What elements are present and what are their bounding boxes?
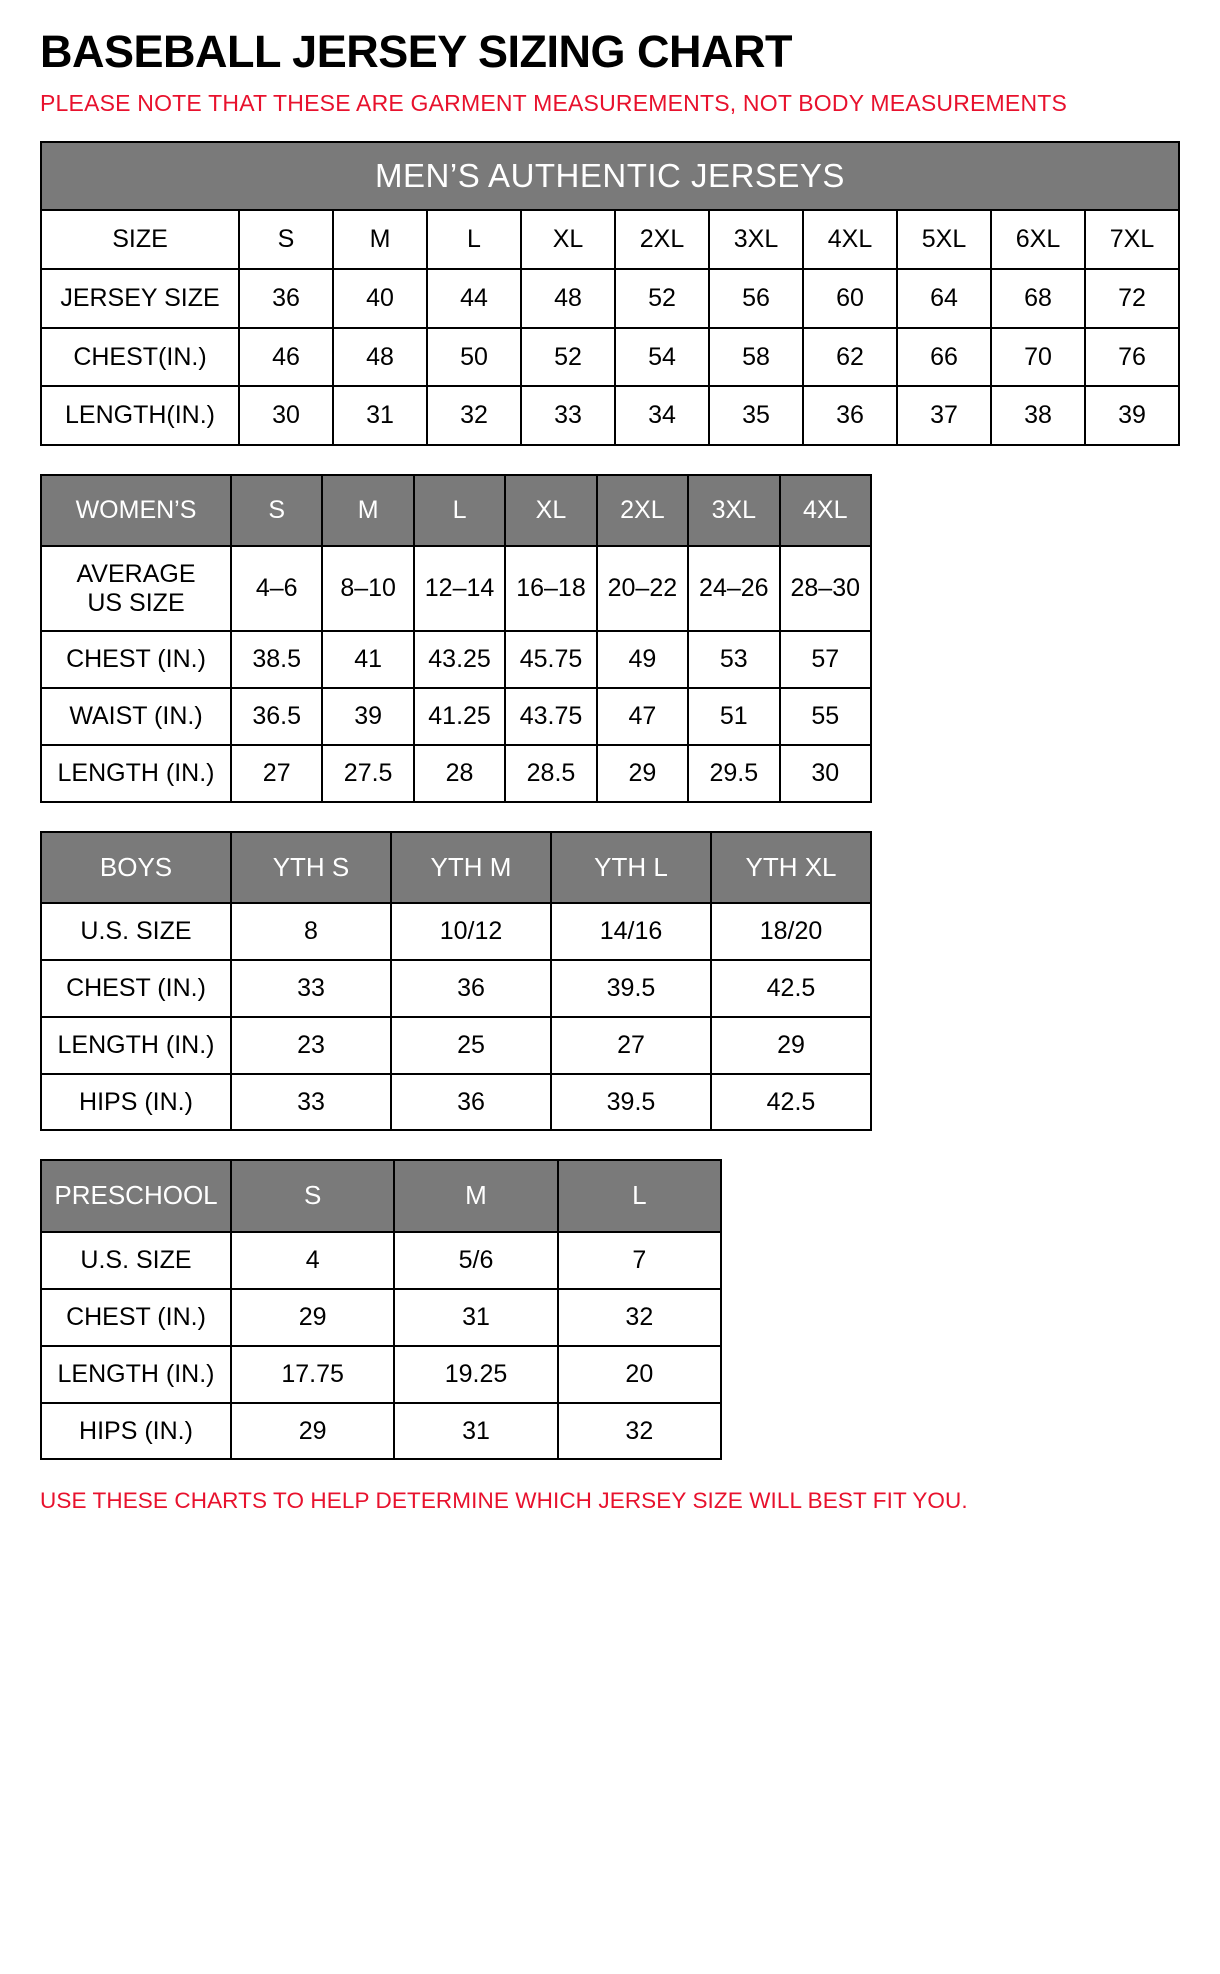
header-cell: L <box>558 1160 721 1232</box>
preschool-sizing-table <box>40 1159 722 1460</box>
boys-sizing-table <box>40 831 872 1132</box>
cell: 54 <box>615 328 709 387</box>
cell: 30 <box>239 386 333 445</box>
cell: 39.5 <box>551 960 711 1017</box>
table-row <box>41 210 1179 269</box>
cell: 3XL <box>709 210 803 269</box>
table-row <box>41 546 871 632</box>
cell: 51 <box>688 688 779 745</box>
cell: 5XL <box>897 210 991 269</box>
cell: 52 <box>615 269 709 328</box>
cell: 7 <box>558 1232 721 1289</box>
cell: 39.5 <box>551 1074 711 1131</box>
cell: 49 <box>597 631 688 688</box>
cell: 72 <box>1085 269 1179 328</box>
cell: 38 <box>991 386 1085 445</box>
cell: 32 <box>558 1403 721 1460</box>
row-label: HIPS (IN.) <box>41 1403 231 1460</box>
cell: S <box>239 210 333 269</box>
header-cell: M <box>394 1160 557 1232</box>
cell: 36 <box>391 960 551 1017</box>
header-cell: 3XL <box>688 475 779 546</box>
cell: L <box>427 210 521 269</box>
cell: 33 <box>231 960 391 1017</box>
cell: 5/6 <box>394 1232 557 1289</box>
cell: 29 <box>597 745 688 802</box>
row-label: LENGTH (IN.) <box>41 1017 231 1074</box>
table-row <box>41 328 1179 387</box>
header-cell: S <box>231 475 322 546</box>
header-cell: XL <box>505 475 596 546</box>
table-row <box>41 1403 721 1460</box>
cell: 20–22 <box>597 546 688 632</box>
cell: 38.5 <box>231 631 322 688</box>
cell: M <box>333 210 427 269</box>
table-row <box>41 1017 871 1074</box>
cell: 25 <box>391 1017 551 1074</box>
table-row <box>41 269 1179 328</box>
cell: 37 <box>897 386 991 445</box>
table-header-row <box>41 1160 721 1232</box>
cell: 56 <box>709 269 803 328</box>
table-header-row <box>41 475 871 546</box>
header-cell: YTH S <box>231 832 391 904</box>
page-title: BASEBALL JERSEY SIZING CHART <box>40 26 792 77</box>
cell: 64 <box>897 269 991 328</box>
row-label: SIZE <box>41 210 239 269</box>
footer-note: USE THESE CHARTS TO HELP DETERMINE WHICH JERSEY SIZE WILL BEST FIT YOU. <box>40 1488 968 1514</box>
cell: 31 <box>394 1289 557 1346</box>
header-cell: L <box>414 475 505 546</box>
cell: 53 <box>688 631 779 688</box>
table-row <box>41 1289 721 1346</box>
cell: 20 <box>558 1346 721 1403</box>
header-label: PRESCHOOL <box>41 1160 231 1232</box>
cell: 18/20 <box>711 903 871 960</box>
cell: 12–14 <box>414 546 505 632</box>
mens-sizing-table <box>40 141 1180 446</box>
cell: 27.5 <box>322 745 413 802</box>
row-label: CHEST (IN.) <box>41 960 231 1017</box>
cell: 31 <box>394 1403 557 1460</box>
cell: 41 <box>322 631 413 688</box>
cell: 57 <box>780 631 871 688</box>
header-cell: S <box>231 1160 394 1232</box>
cell: 46 <box>239 328 333 387</box>
row-label: WAIST (IN.) <box>41 688 231 745</box>
cell: 28 <box>414 745 505 802</box>
womens-sizing-table <box>40 474 872 803</box>
header-cell: YTH M <box>391 832 551 904</box>
header-cell: YTH XL <box>711 832 871 904</box>
cell: 40 <box>333 269 427 328</box>
cell: 4XL <box>803 210 897 269</box>
cell: 66 <box>897 328 991 387</box>
table-row <box>41 631 871 688</box>
cell: 68 <box>991 269 1085 328</box>
header-cell: YTH L <box>551 832 711 904</box>
cell: 28–30 <box>780 546 871 632</box>
cell: 48 <box>333 328 427 387</box>
cell: 23 <box>231 1017 391 1074</box>
table-row <box>41 688 871 745</box>
cell: 33 <box>521 386 615 445</box>
header-cell: 4XL <box>780 475 871 546</box>
header-label: WOMEN’S <box>41 475 231 546</box>
cell: 32 <box>427 386 521 445</box>
cell: 36 <box>391 1074 551 1131</box>
table-row <box>41 386 1179 445</box>
row-label: JERSEY SIZE <box>41 269 239 328</box>
cell: 31 <box>333 386 427 445</box>
row-label: CHEST(IN.) <box>41 328 239 387</box>
cell: 6XL <box>991 210 1085 269</box>
row-label-line2: US SIZE <box>87 588 185 617</box>
row-label-line1: AVERAGE <box>76 559 196 588</box>
cell: 41.25 <box>414 688 505 745</box>
row-label <box>41 546 231 632</box>
cell: 30 <box>780 745 871 802</box>
cell: 17.75 <box>231 1346 394 1403</box>
table-row <box>41 1346 721 1403</box>
cell: 34 <box>615 386 709 445</box>
cell: 2XL <box>615 210 709 269</box>
cell: 48 <box>521 269 615 328</box>
cell: 28.5 <box>505 745 596 802</box>
cell: 35 <box>709 386 803 445</box>
cell: XL <box>521 210 615 269</box>
cell: 27 <box>231 745 322 802</box>
cell: 70 <box>991 328 1085 387</box>
row-label: CHEST (IN.) <box>41 631 231 688</box>
cell: 47 <box>597 688 688 745</box>
cell: 29.5 <box>688 745 779 802</box>
cell: 58 <box>709 328 803 387</box>
table-row <box>41 1074 871 1131</box>
row-label: CHEST (IN.) <box>41 1289 231 1346</box>
cell: 16–18 <box>505 546 596 632</box>
cell: 8–10 <box>322 546 413 632</box>
cell: 52 <box>521 328 615 387</box>
cell: 36 <box>803 386 897 445</box>
row-label: LENGTH (IN.) <box>41 745 231 802</box>
cell: 76 <box>1085 328 1179 387</box>
cell: 4 <box>231 1232 394 1289</box>
header-label: BOYS <box>41 832 231 904</box>
cell: 55 <box>780 688 871 745</box>
header-cell: 2XL <box>597 475 688 546</box>
mens-banner-label: MEN’S AUTHENTIC JERSEYS <box>41 142 1179 210</box>
cell: 33 <box>231 1074 391 1131</box>
cell: 27 <box>551 1017 711 1074</box>
cell: 4–6 <box>231 546 322 632</box>
cell: 39 <box>322 688 413 745</box>
row-label: LENGTH(IN.) <box>41 386 239 445</box>
cell: 60 <box>803 269 897 328</box>
cell: 43.25 <box>414 631 505 688</box>
header-cell: M <box>322 475 413 546</box>
cell: 44 <box>427 269 521 328</box>
cell: 7XL <box>1085 210 1179 269</box>
cell: 32 <box>558 1289 721 1346</box>
table-header-row <box>41 832 871 904</box>
cell: 39 <box>1085 386 1179 445</box>
cell: 10/12 <box>391 903 551 960</box>
cell: 62 <box>803 328 897 387</box>
cell: 42.5 <box>711 960 871 1017</box>
cell: 24–26 <box>688 546 779 632</box>
cell: 29 <box>231 1403 394 1460</box>
cell: 45.75 <box>505 631 596 688</box>
cell: 19.25 <box>394 1346 557 1403</box>
row-label: LENGTH (IN.) <box>41 1346 231 1403</box>
cell: 8 <box>231 903 391 960</box>
page-subtitle: PLEASE NOTE THAT THESE ARE GARMENT MEASUREMENTS, NOT BODY MEASUREMENTS <box>40 90 1068 117</box>
cell: 50 <box>427 328 521 387</box>
table-row <box>41 903 871 960</box>
row-label: U.S. SIZE <box>41 1232 231 1289</box>
cell: 42.5 <box>711 1074 871 1131</box>
cell: 29 <box>711 1017 871 1074</box>
cell: 36 <box>239 269 333 328</box>
table-row <box>41 745 871 802</box>
cell: 43.75 <box>505 688 596 745</box>
cell: 36.5 <box>231 688 322 745</box>
cell: 29 <box>231 1289 394 1346</box>
table-row <box>41 960 871 1017</box>
row-label: HIPS (IN.) <box>41 1074 231 1131</box>
table-row <box>41 1232 721 1289</box>
row-label: U.S. SIZE <box>41 903 231 960</box>
cell: 14/16 <box>551 903 711 960</box>
table-banner-row <box>41 142 1179 210</box>
